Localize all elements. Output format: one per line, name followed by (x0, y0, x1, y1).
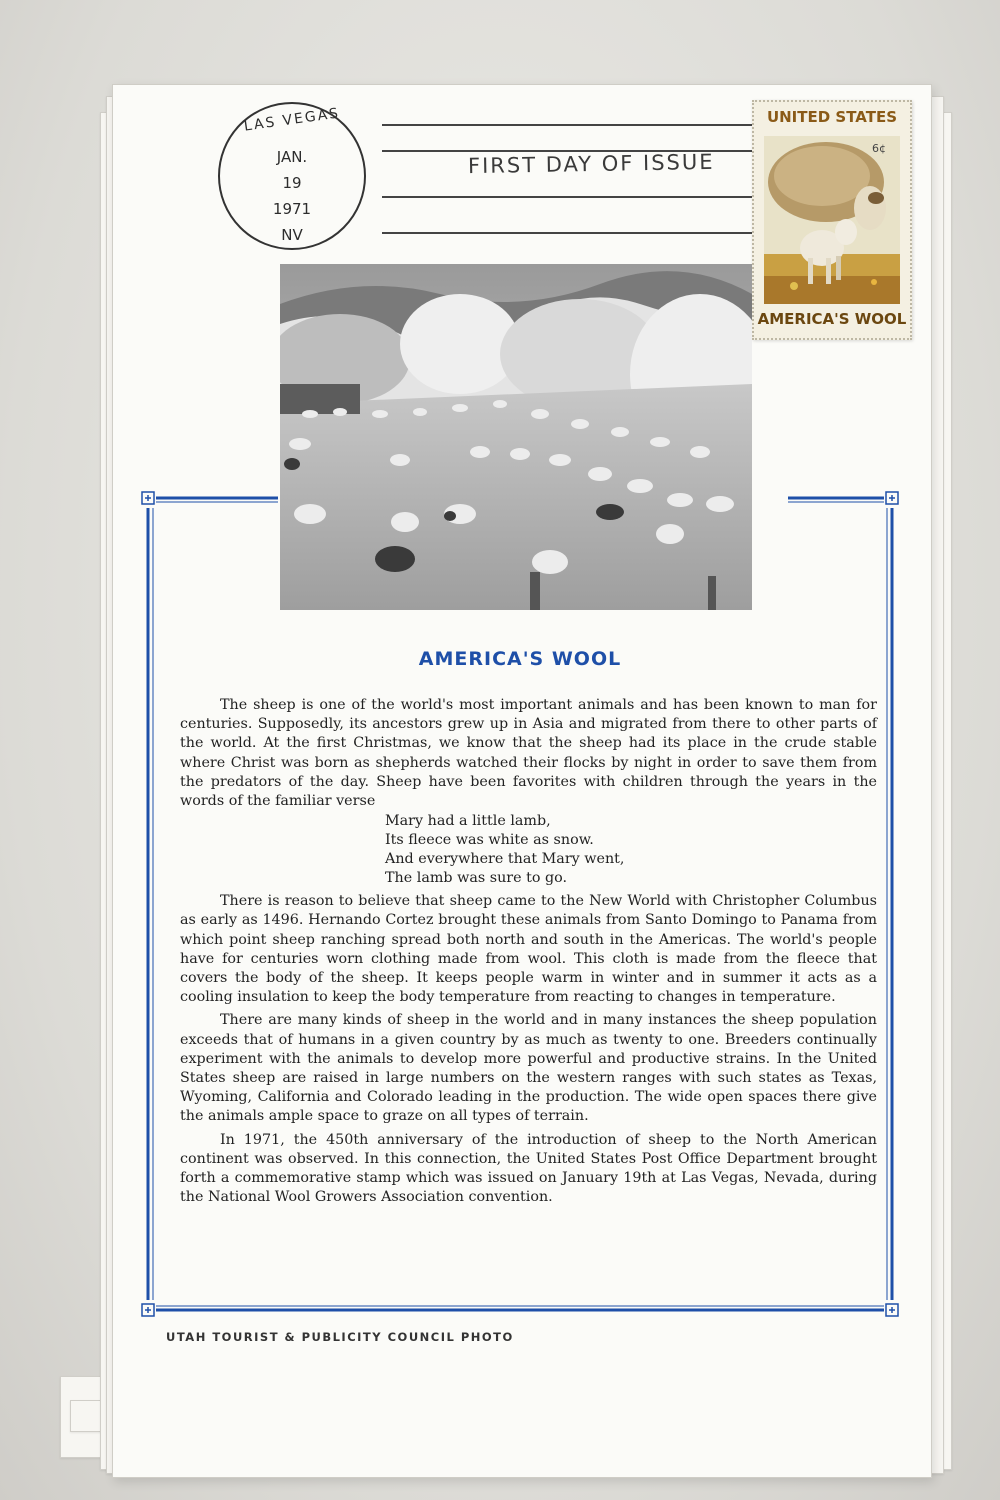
verse-line: The lamb was sure to go. (385, 870, 568, 887)
article-title: AMERICA'S WOOL (418, 648, 622, 670)
sheep-and-lamb-illustration (764, 136, 900, 304)
stamp-name: AMERICA'S WOOL (757, 310, 907, 328)
article-body (180, 696, 877, 1207)
postmark-day: 19 (282, 174, 302, 192)
postmark-state: NV (281, 226, 303, 244)
nursery-rhyme-verse (385, 812, 877, 888)
postmark (218, 102, 366, 250)
postmark-month: JAN. (276, 148, 308, 166)
stamp-country: UNITED STATES (766, 108, 898, 126)
verse-line: Its fleece was white as snow. (385, 832, 594, 849)
cancellation-line (382, 124, 760, 126)
cancellation-line (382, 232, 760, 234)
article-paragraph: The sheep is one of the world's most important animals and has been known to man for centuries. Supposedly, its ancestors grew up in Asia and migrated from there to other parts of the world. At the first Christmas, we know that the sheep had its place in the crude stable where Christ was born as shepherds watched their flocks by night in order to save them from the predators of the day. Sheep have been favorites with children through the years in the words of the familiar verse (180, 697, 877, 810)
first-day-of-issue-text: FIRST DAY OF ISSUE (467, 149, 715, 179)
verse-line: And everywhere that Mary went, (385, 851, 625, 868)
postmark-year: 1971 (272, 200, 312, 218)
postage-stamp (752, 100, 912, 340)
article-paragraph: There is reason to believe that sheep came to the New World with Christopher Columbus as early as 1496. Hernando Cortez brought these animals from Santo Domingo to Panama from which point sheep ranching spread both north and south in the Americas. The world's people have for centuries worn clothing made from wool. This cloth is made from the fleece that covers the body of the sheep. It keeps people warm in winter and in summer it acts as a cooling insulation to keep the body temperature from reacting to changes in temperature. (180, 893, 877, 1006)
verse-line: Mary had a little lamb, (385, 813, 551, 830)
article-paragraph: There are many kinds of sheep in the world and in many instances the sheep population exceeds that of humans in a given country by as much as twenty to one. Breeders continually experiment with the animals to develop more powerful and productive strains. In the United States sheep are raised in large numbers on the western ranges with such states as Texas, Wyoming, California and Colorado leading in the production. The wide open spaces there give the animals ample space to graze on all types of terrain. (180, 1012, 877, 1125)
article-paragraph: In 1971, the 450th anniversary of the introduction of sheep to the North American continent was observed. In this connection, the United States Post Office Department brought forth a commemorative stamp which was issued on January 19th at Las Vegas, Nevada, during the National Wool Growers Association convention. (180, 1131, 877, 1206)
stamp-denomination: 6¢ (872, 142, 886, 155)
cancellation-line (382, 196, 760, 198)
postmark-city: LAS VEGAS (242, 105, 342, 135)
photo-credit: UTAH TOURIST & PUBLICITY COUNCIL PHOTO (166, 1330, 514, 1344)
